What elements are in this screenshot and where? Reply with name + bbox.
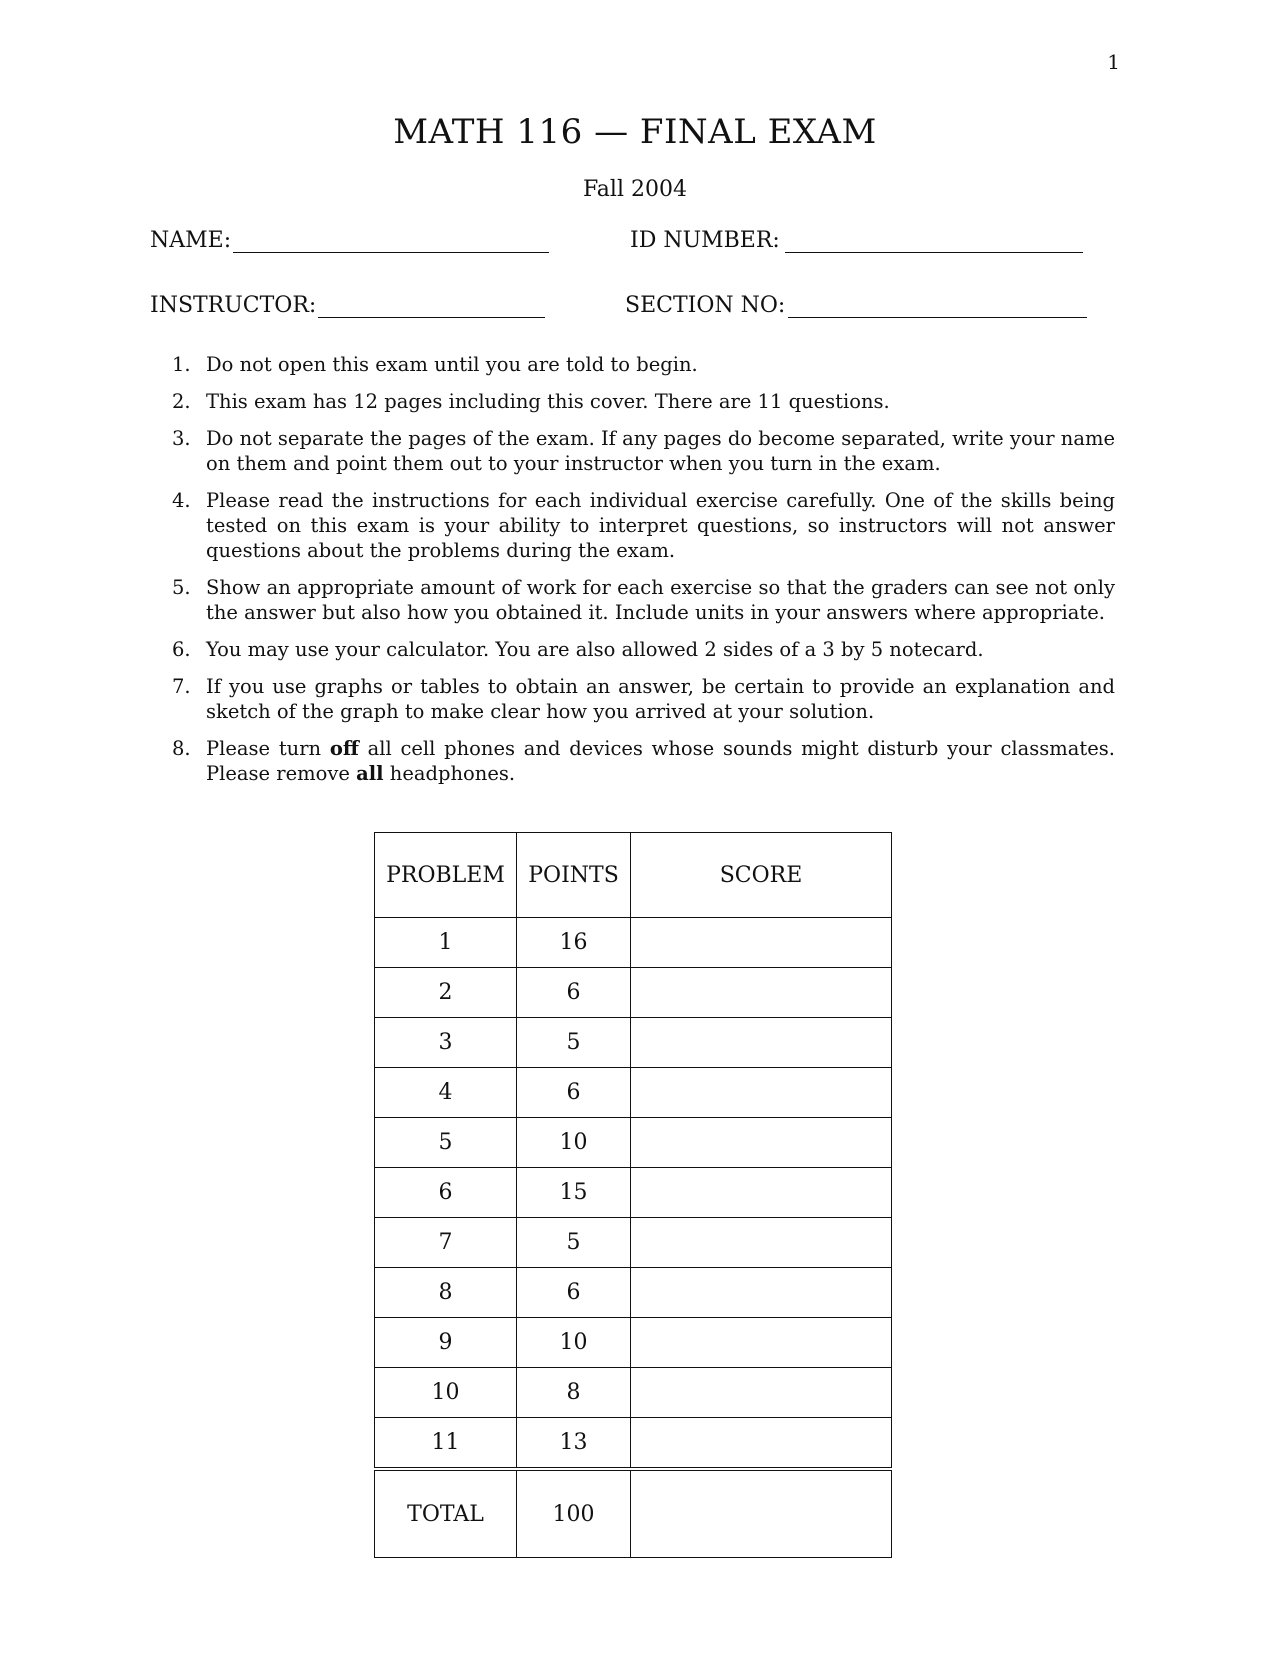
instruction-text: You may use your calculator. You are also allowed 2 sides of a 3 by 5 notecard. (206, 638, 984, 661)
instructor-label: INSTRUCTOR: (150, 293, 317, 318)
instruction-text (206, 737, 1115, 785)
points-cell: 15 (517, 1168, 631, 1218)
instruction-text: If you use graphs or tables to obtain an answer, be certain to provide an explanation and sketch of the graph to make clear how you arrived at your solution. (206, 675, 1115, 723)
points-cell: 13 (517, 1418, 631, 1470)
instruction-item (172, 352, 1115, 377)
problem-cell: 11 (375, 1418, 517, 1470)
problem-cell: 6 (375, 1168, 517, 1218)
score-cell[interactable] (631, 1018, 892, 1068)
id-number-label: ID NUMBER: (630, 228, 780, 253)
instruction-emphasis: all (356, 762, 384, 785)
instruction-item (172, 389, 1115, 414)
problem-cell: 10 (375, 1368, 517, 1418)
instruction-item (172, 426, 1115, 476)
points-cell: 6 (517, 1068, 631, 1118)
points-cell: 5 (517, 1018, 631, 1068)
instructor-section-row (150, 291, 1100, 331)
instruction-number: 3. (172, 427, 191, 450)
score-cell[interactable] (631, 918, 892, 968)
instructions-list (172, 352, 1115, 798)
score-cell[interactable] (631, 1068, 892, 1118)
table-row (375, 1218, 892, 1268)
table-row (375, 1368, 892, 1418)
name-id-row (150, 226, 1100, 266)
total-label-cell: TOTAL (375, 1469, 517, 1558)
table-row (375, 1068, 892, 1118)
points-cell: 5 (517, 1218, 631, 1268)
problem-cell: 1 (375, 918, 517, 968)
instruction-number: 4. (172, 489, 191, 512)
section-number-field[interactable] (788, 291, 1087, 318)
score-cell[interactable] (631, 1318, 892, 1368)
instruction-text-part: Please turn (206, 737, 330, 760)
section-number-label: SECTION NO: (625, 293, 786, 318)
points-column-header: POINTS (517, 833, 631, 918)
score-cell[interactable] (631, 1368, 892, 1418)
points-cell: 10 (517, 1318, 631, 1368)
instruction-text: This exam has 12 pages including this cover. There are 11 questions. (206, 390, 890, 413)
page-title: MATH 116 — FINAL EXAM (393, 112, 877, 152)
points-cell: 6 (517, 1268, 631, 1318)
score-cell[interactable] (631, 1168, 892, 1218)
problem-column-header: PROBLEM (375, 833, 517, 918)
problem-cell: 2 (375, 968, 517, 1018)
instruction-item (172, 637, 1115, 662)
exam-term: Fall 2004 (583, 177, 687, 202)
points-cell: 6 (517, 968, 631, 1018)
instruction-text-part: headphones. (383, 762, 516, 785)
table-row (375, 1418, 892, 1470)
instruction-text-part: all cell phones and devices whose sounds might disturb your classmates. Please remove (206, 737, 1115, 785)
instructor-field[interactable] (318, 291, 545, 318)
total-points-cell: 100 (517, 1469, 631, 1558)
instruction-text: Do not open this exam until you are told to begin. (206, 353, 698, 376)
instruction-number: 6. (172, 638, 191, 661)
score-cell[interactable] (631, 968, 892, 1018)
instruction-item (172, 488, 1115, 563)
instruction-item (172, 674, 1115, 724)
table-row (375, 1118, 892, 1168)
instruction-number: 1. (172, 353, 191, 376)
score-cell[interactable] (631, 1118, 892, 1168)
problem-cell: 4 (375, 1068, 517, 1118)
name-field[interactable] (233, 226, 549, 253)
total-score-cell[interactable] (631, 1469, 892, 1558)
instruction-text: Do not separate the pages of the exam. If any pages do become separated, write your name on them and point them out to your instructor when you turn in the exam. (206, 427, 1115, 475)
table-row (375, 1168, 892, 1218)
table-row (375, 1018, 892, 1068)
problem-cell: 5 (375, 1118, 517, 1168)
points-cell: 10 (517, 1118, 631, 1168)
table-row (375, 968, 892, 1018)
points-cell: 16 (517, 918, 631, 968)
table-row (375, 918, 892, 968)
score-cell[interactable] (631, 1268, 892, 1318)
instruction-number: 5. (172, 576, 191, 599)
total-row (375, 1469, 892, 1558)
table-row (375, 1318, 892, 1368)
instruction-text: Show an appropriate amount of work for each exercise so that the graders can see not only the answer but also how you obtained it. Include units in your answers where appropriate. (206, 576, 1115, 624)
score-table (374, 832, 892, 1558)
name-label: NAME: (150, 228, 232, 253)
points-cell: 8 (517, 1368, 631, 1418)
problem-cell: 9 (375, 1318, 517, 1368)
instruction-item (172, 575, 1115, 625)
instruction-number: 7. (172, 675, 191, 698)
problem-cell: 7 (375, 1218, 517, 1268)
instruction-number: 2. (172, 390, 191, 413)
table-header-row (375, 833, 892, 918)
problem-cell: 3 (375, 1018, 517, 1068)
instruction-number: 8. (172, 737, 191, 760)
score-column-header: SCORE (631, 833, 892, 918)
score-cell[interactable] (631, 1218, 892, 1268)
page-number: 1 (1107, 50, 1120, 74)
instruction-text: Please read the instructions for each individual exercise carefully. One of the skills being tested on this exam is your ability to interpret questions, so instructors will not answer questions about the problems during the exam. (206, 489, 1115, 562)
problem-cell: 8 (375, 1268, 517, 1318)
id-number-field[interactable] (785, 226, 1083, 253)
score-cell[interactable] (631, 1418, 892, 1470)
instruction-emphasis: off (329, 737, 359, 760)
instruction-item (172, 736, 1115, 786)
table-row (375, 1268, 892, 1318)
